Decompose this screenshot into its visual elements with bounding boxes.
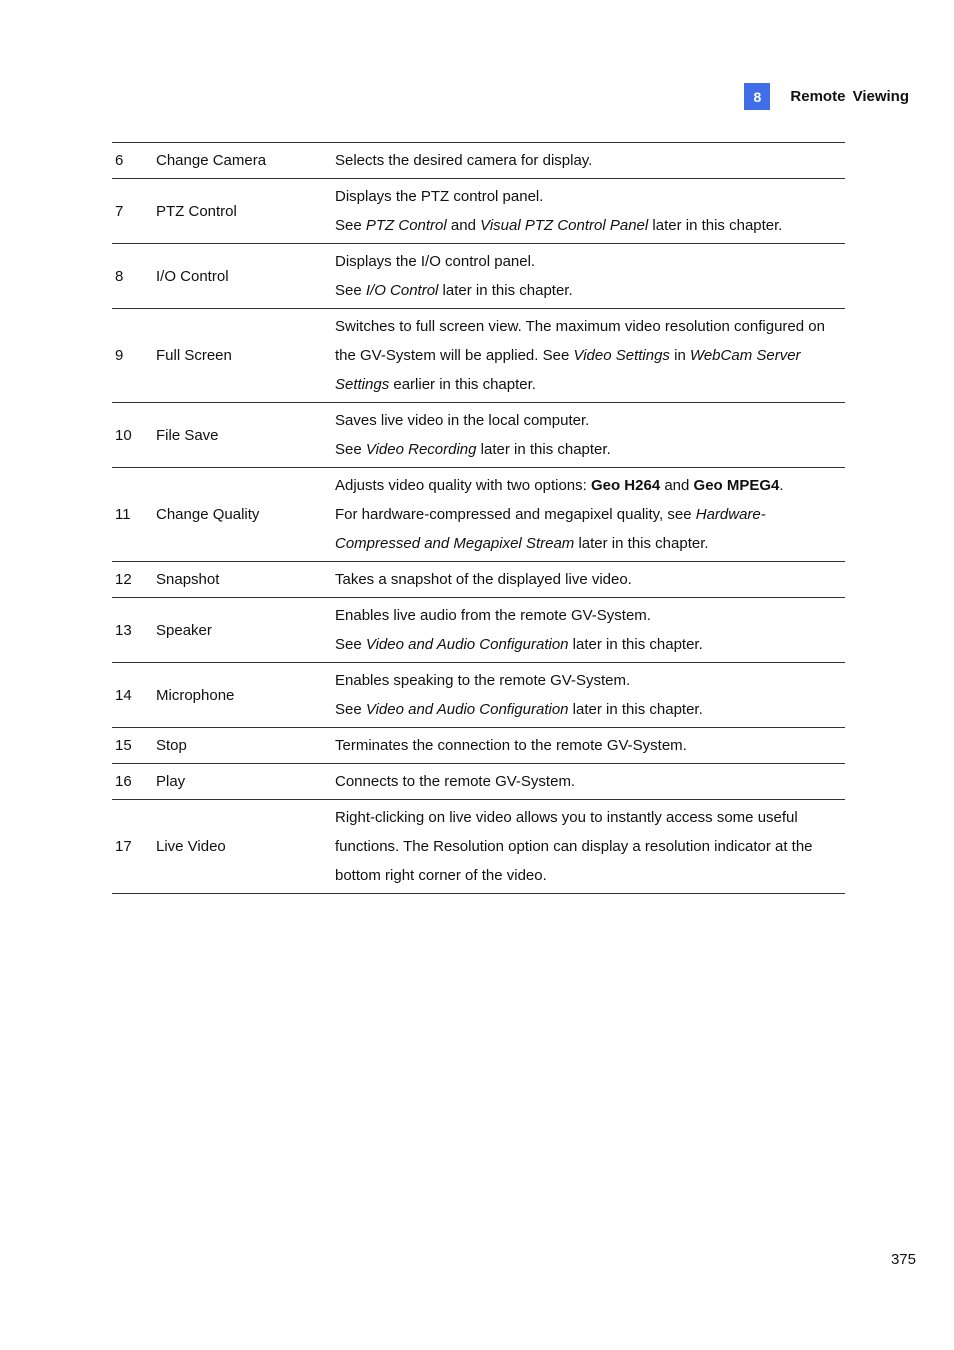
row-description (335, 244, 845, 309)
description-text: Displays the I/O control panel. (335, 253, 536, 270)
table-row (112, 764, 845, 800)
row-feature-name: Full Screen (156, 347, 232, 364)
table-row (112, 598, 845, 663)
row-feature-name: Change Quality (156, 506, 260, 523)
cross-reference: Visual PTZ Control Panel (480, 217, 649, 234)
table-row (112, 562, 845, 598)
description-text: later in this chapter. (568, 636, 703, 653)
row-number: 9 (115, 347, 124, 364)
description-text: See (335, 636, 366, 653)
description-line (335, 803, 845, 890)
table-row (112, 468, 845, 562)
row-number: 14 (115, 686, 132, 704)
description-line (335, 695, 845, 724)
description-text: Displays the PTZ control panel. (335, 188, 544, 205)
description-line (335, 435, 845, 464)
row-number: 6 (115, 152, 124, 169)
table-row (112, 244, 845, 309)
description-line (335, 211, 845, 240)
description-text: Enables speaking to the remote GV-System. (335, 672, 631, 689)
option-name: Geo MPEG4 (693, 477, 780, 494)
table-row (112, 179, 845, 244)
description-text: See (335, 441, 366, 458)
row-description (335, 598, 845, 663)
description-line (335, 666, 845, 695)
description-text: later in this chapter. (648, 217, 783, 234)
cross-reference: Video Settings (573, 347, 670, 364)
row-feature-name: Live Video (156, 838, 226, 855)
description-text: Right-clicking on live video allows you to instantly access some useful functions. The Resolution option can display a resolution indicator at the bottom right corner of the video. (335, 809, 813, 884)
row-description (335, 728, 845, 764)
description-line (335, 406, 845, 435)
row-description (335, 179, 845, 244)
description-text: Terminates the connection to the remote GV-System. (335, 737, 687, 754)
table-row (112, 143, 845, 179)
description-text: Switches to full screen view. The maximum video resolution configured on the GV-System will be applied. See (335, 318, 825, 364)
chapter-title: Remote Viewing (790, 88, 909, 105)
row-description (335, 403, 845, 468)
row-feature-name: Microphone (156, 686, 235, 704)
description-text: For hardware-compressed and megapixel quality, see (335, 506, 696, 523)
row-number: 15 (115, 737, 132, 754)
row-description (335, 800, 845, 894)
description-line (335, 500, 845, 558)
row-number: 10 (115, 426, 132, 444)
cross-reference: WebCam Server Settings (335, 347, 801, 393)
option-name: Geo H264 (590, 477, 661, 494)
cross-reference: PTZ Control (365, 217, 447, 234)
description-text: See (335, 701, 366, 718)
description-text: later in this chapter. (568, 701, 703, 718)
description-text: later in this chapter. (476, 441, 611, 458)
description-text: and (446, 217, 481, 234)
table-row (112, 728, 845, 764)
row-description (335, 764, 845, 800)
row-feature-name: Snapshot (156, 571, 220, 588)
description-line (335, 146, 845, 175)
chapter-header (744, 83, 909, 110)
description-line (335, 276, 845, 305)
description-line (335, 471, 845, 500)
row-description (335, 468, 845, 562)
row-feature-name: Stop (156, 737, 187, 754)
row-description (335, 143, 845, 179)
description-line (335, 182, 845, 211)
description-line (335, 731, 845, 760)
description-text: See (335, 217, 366, 234)
row-feature-name: PTZ Control (156, 202, 237, 220)
description-text: Connects to the remote GV-System. (335, 773, 576, 790)
description-text: Selects the desired camera for display. (335, 152, 593, 169)
feature-table (112, 142, 845, 894)
row-number: 11 (115, 506, 131, 523)
cross-reference: Video Recording (365, 441, 477, 458)
description-line (335, 247, 845, 276)
description-line (335, 767, 845, 796)
description-text: earlier in this chapter. (389, 376, 536, 393)
row-feature-name: I/O Control (156, 267, 229, 285)
row-number: 12 (115, 571, 132, 588)
description-text: Adjusts video quality with two options: (335, 477, 591, 494)
row-number: 17 (115, 838, 132, 855)
table-row (112, 309, 845, 403)
description-text: and (660, 477, 694, 494)
cross-reference: Video and Audio Configuration (365, 701, 569, 718)
row-feature-name: Play (156, 773, 186, 790)
cross-reference: Hardware-Compressed and Megapixel Stream (335, 506, 766, 552)
description-line (335, 312, 845, 399)
row-description (335, 562, 845, 598)
row-description (335, 309, 845, 403)
chapter-number-badge: 8 (744, 83, 770, 110)
row-feature-name: Speaker (156, 621, 212, 639)
table-row (112, 800, 845, 894)
description-text: Saves live video in the local computer. (335, 412, 590, 429)
row-description (335, 663, 845, 728)
row-number: 8 (115, 267, 124, 285)
page-number: 375 (890, 1251, 916, 1268)
description-text: Enables live audio from the remote GV-System. (335, 607, 651, 624)
description-text: Takes a snapshot of the displayed live video. (335, 571, 632, 588)
row-number: 16 (115, 773, 132, 790)
cross-reference: Video and Audio Configuration (365, 636, 569, 653)
description-line (335, 565, 845, 594)
description-text: . (779, 477, 784, 494)
row-number: 7 (115, 202, 124, 220)
row-feature-name: Change Camera (156, 152, 267, 169)
description-line (335, 630, 845, 659)
description-text: in (669, 347, 690, 364)
row-feature-name: File Save (156, 426, 219, 444)
row-number: 13 (115, 621, 132, 639)
description-text: later in this chapter. (574, 535, 709, 552)
description-text: later in this chapter. (438, 282, 573, 299)
description-text: See (335, 282, 366, 299)
table-row (112, 403, 845, 468)
description-line (335, 601, 845, 630)
cross-reference: I/O Control (365, 282, 439, 299)
table-row (112, 663, 845, 728)
